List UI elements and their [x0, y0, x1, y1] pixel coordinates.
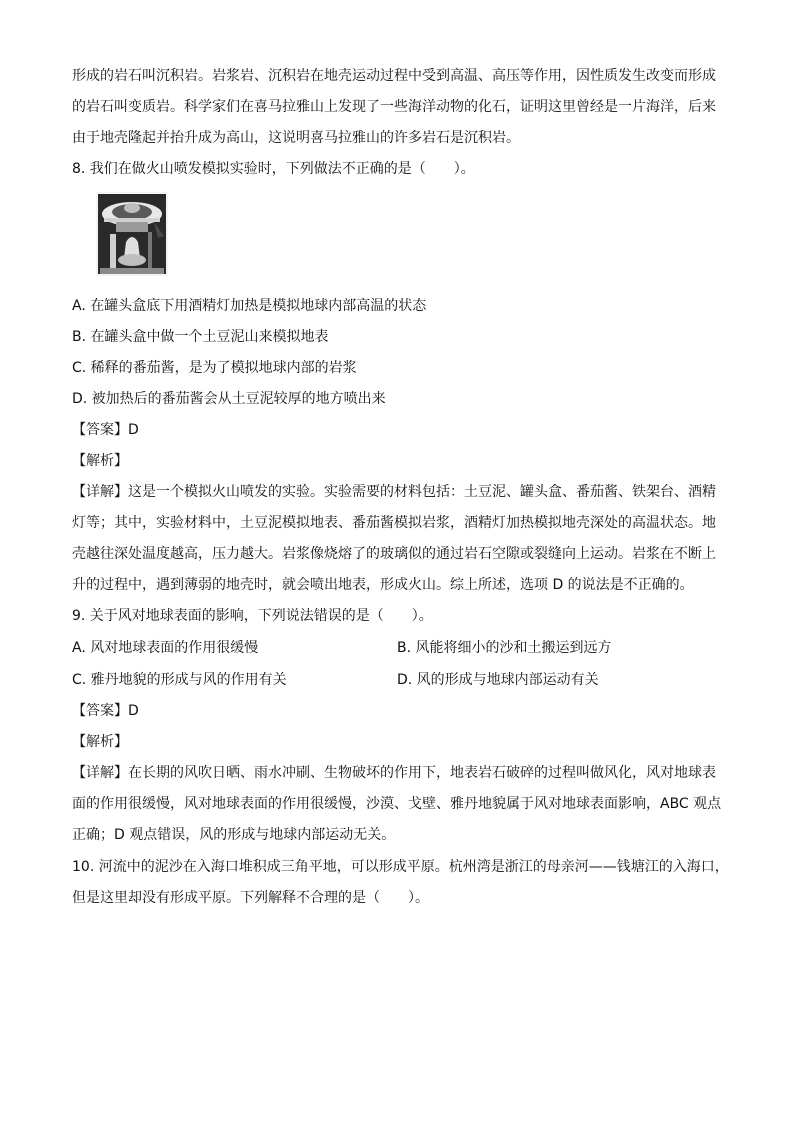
q9-option-c: C. 雅丹地貌的形成与风的作用有关 [72, 672, 287, 688]
q9-analysis-heading: 【解析】 [72, 734, 128, 750]
q8-detail-line-2: 灯等；其中，实验材料中，土豆泥模拟地表、番茄酱模拟岩浆，酒精灯加热模拟地壳深处的高温状态。地 [72, 515, 716, 531]
q8-option-a: A. 在罐头盒底下用酒精灯加热是模拟地球内部高温的状态 [72, 298, 427, 314]
q9-detail-line-2: 面的作用很缓慢，风对地球表面的作用很缓慢，沙漠、戈壁、雅丹地貌属于风对地球表面影响，ABC 观点 [72, 796, 722, 812]
q9-stem: 9. 关于风对地球表面的影响，下列说法错误的是（ ）。 [72, 608, 433, 624]
q8-detail-line-3: 壳越往深处温度越高，压力越大。岩浆像烧熔了的玻璃似的通过岩石空隙或裂缝向上运动。岩浆在不断上 [72, 546, 716, 562]
q9-answer: 【答案】D [72, 703, 139, 719]
q8-detail-line-4: 升的过程中，遇到薄弱的地壳时，就会喷出地表，形成火山。综上所述，选项 D 的说法是不正确的。 [72, 577, 694, 593]
q9-detail-line-3: 正确；D 观点错误，风的形成与地球内部运动无关。 [72, 827, 396, 843]
q9-option-a: A. 风对地球表面的作用很缓慢 [72, 640, 259, 656]
q8-analysis-heading: 【解析】 [72, 453, 128, 469]
q10-stem-line-1: 10. 河流中的泥沙在入海口堆积成三角平地，可以形成平原。杭州湾是浙江的母亲河——钱塘江的入海口， [72, 859, 729, 875]
volcano-experiment-image [96, 192, 168, 276]
q8-option-c: C. 稀释的番茄酱，是为了模拟地球内部的岩浆 [72, 360, 357, 376]
q8-stem: 8. 我们在做火山喷发模拟实验时，下列做法不正确的是（ ）。 [72, 161, 475, 177]
intro-line-3: 由于地壳隆起并抬升成为高山，这说明喜马拉雅山的许多岩石是沉积岩。 [72, 130, 520, 146]
q8-option-d: D. 被加热后的番茄酱会从土豆泥较厚的地方喷出来 [72, 391, 386, 407]
q8-answer: 【答案】D [72, 422, 139, 438]
q9-option-b: B. 风能将细小的沙和土搬运到远方 [397, 640, 612, 656]
q9-detail-line-1: 【详解】在长期的风吹日晒、雨水冲刷、生物破坏的作用下，地表岩石破碎的过程叫做风化，风对地球表 [72, 765, 716, 781]
q10-stem-line-2: 但是这里却没有形成平原。下列解释不合理的是（ ）。 [72, 890, 429, 906]
q8-option-b: B. 在罐头盒中做一个土豆泥山来模拟地表 [72, 329, 329, 345]
q8-detail-line-1: 【详解】这是一个模拟火山喷发的实验。实验需要的材料包括：土豆泥、罐头盒、番茄酱、铁架台、酒精 [72, 484, 716, 500]
intro-line-2: 的岩石叫变质岩。科学家们在喜马拉雅山上发现了一些海洋动物的化石，证明这里曾经是一片海洋，后来 [72, 99, 716, 115]
intro-line-1: 形成的岩石叫沉积岩。岩浆岩、沉积岩在地壳运动过程中受到高温、高压等作用，因性质发生改变而形成 [72, 68, 716, 84]
q9-option-d: D. 风的形成与地球内部运动有关 [397, 672, 599, 688]
